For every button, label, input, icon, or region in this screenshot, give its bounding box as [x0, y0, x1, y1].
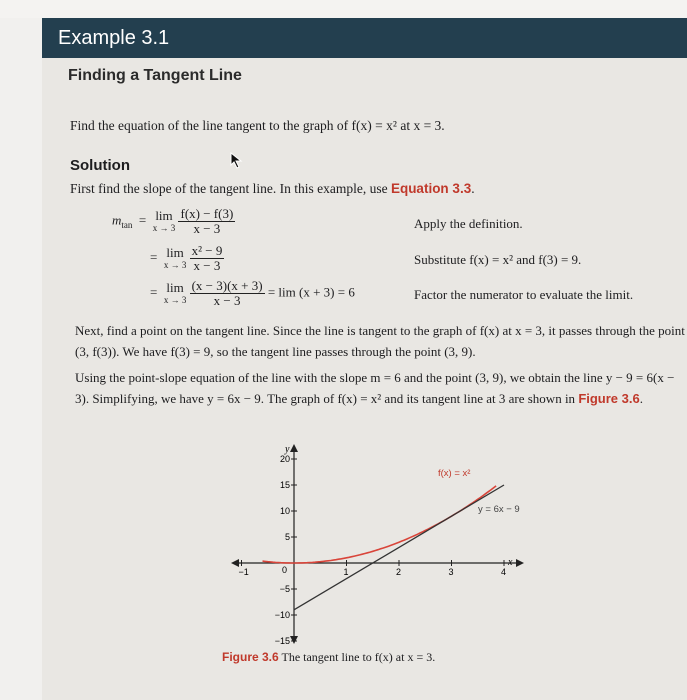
lim-text: lim [166, 279, 184, 295]
line-label: y = 6x − 9 [478, 504, 520, 515]
fraction-3-numerator: (x − 3)(x + 3) [191, 278, 263, 293]
y-axis-arrow [290, 444, 298, 452]
tan-subscript: tan [121, 220, 133, 231]
tangent-line [294, 485, 507, 610]
fraction-1-numerator: f(x) − f(3) [180, 206, 234, 221]
y-axis-label: y [285, 444, 290, 455]
lim-subscript: x → 3 [163, 294, 187, 305]
lim-text: lim [166, 244, 184, 260]
m-symbol: m [112, 212, 122, 228]
intro-text: First find the slope of the tangent line. In this example, use [70, 181, 391, 196]
equals-sign: = [138, 212, 147, 228]
x-tick-label: 4 [501, 567, 507, 577]
caption-label: Figure 3.6 [222, 650, 279, 664]
x-tick-label: 1 [343, 567, 349, 577]
equals-sign: = [150, 249, 158, 265]
intro-suffix: . [471, 181, 475, 196]
x-tick-label: 3 [448, 567, 454, 577]
fraction-3-denominator: x − 3 [213, 293, 241, 308]
lim-text: lim [155, 207, 173, 223]
y-tick-label: 5 [284, 532, 290, 542]
y-axis-arrow-bottom [290, 636, 298, 644]
y-tick-label: −15 [274, 636, 290, 646]
caption-text: The tangent line to f(x) at x = 3. [281, 650, 436, 664]
paragraph-suffix: . [639, 391, 643, 406]
x-axis-arrow-left [231, 559, 239, 567]
step-3-note: Factor the numerator to evaluate the limit. [414, 287, 634, 302]
x-tick-label: 2 [396, 567, 402, 577]
paragraph-text: Using the point-slope equation of the line with the slope m = 6 and the point (3, 9), we obtain the line y − 9 = 6(x − 3). Simplifying, we have y = 6x − 9. The graph of f(x) = x² and its tangent line at 3 are shown in [75, 370, 675, 406]
y-tick-label: −10 [274, 610, 290, 620]
paragraph-point: Next, find a point on the tangent line. Since the line is tangent to the graph of f(x) at x = 3, it passes through the point (3, f(3)). We have f(3) = 9, so the tangent line passes through the point (3, 9). [75, 323, 685, 359]
step-1-note: Apply the definition. [414, 216, 523, 231]
example-header: Example 3.1 [42, 18, 687, 58]
equals-sign: = [150, 284, 158, 300]
y-tick-label: 20 [279, 454, 290, 464]
x-axis-label: x [508, 557, 513, 568]
parabola-curve [263, 486, 497, 563]
solution-heading: Solution [70, 157, 130, 174]
y-tick-label: −5 [279, 584, 290, 594]
fraction-1-denominator: x − 3 [193, 221, 221, 236]
problem-statement: Find the equation of the line tangent to the graph of f(x) = x² at x = 3. [70, 118, 445, 133]
fraction-2-numerator: x² − 9 [191, 243, 223, 258]
x-axis-arrow [516, 559, 524, 567]
equals-sign: = [267, 284, 276, 300]
step-2-note: Substitute f(x) = x² and f(3) = 9. [414, 252, 582, 267]
x-tick-label: −1 [238, 567, 249, 577]
lim-subscript: x → 3 [152, 222, 176, 233]
curve-label: f(x) = x² [438, 468, 471, 479]
fraction-2-denominator: x − 3 [193, 258, 221, 273]
limit-result: lim (x + 3) = 6 [278, 284, 355, 300]
lim-subscript: x → 3 [163, 259, 187, 270]
x-tick-label: 0 [282, 565, 288, 575]
y-tick-label: 10 [279, 506, 290, 516]
section-subtitle: Finding a Tangent Line [68, 67, 242, 84]
figure-link[interactable]: Figure 3.6 [578, 391, 640, 406]
y-tick-label: 15 [279, 480, 290, 490]
tick-marks [239, 454, 507, 646]
figure-caption [222, 650, 435, 665]
equation-link[interactable]: Equation 3.3 [390, 181, 472, 196]
